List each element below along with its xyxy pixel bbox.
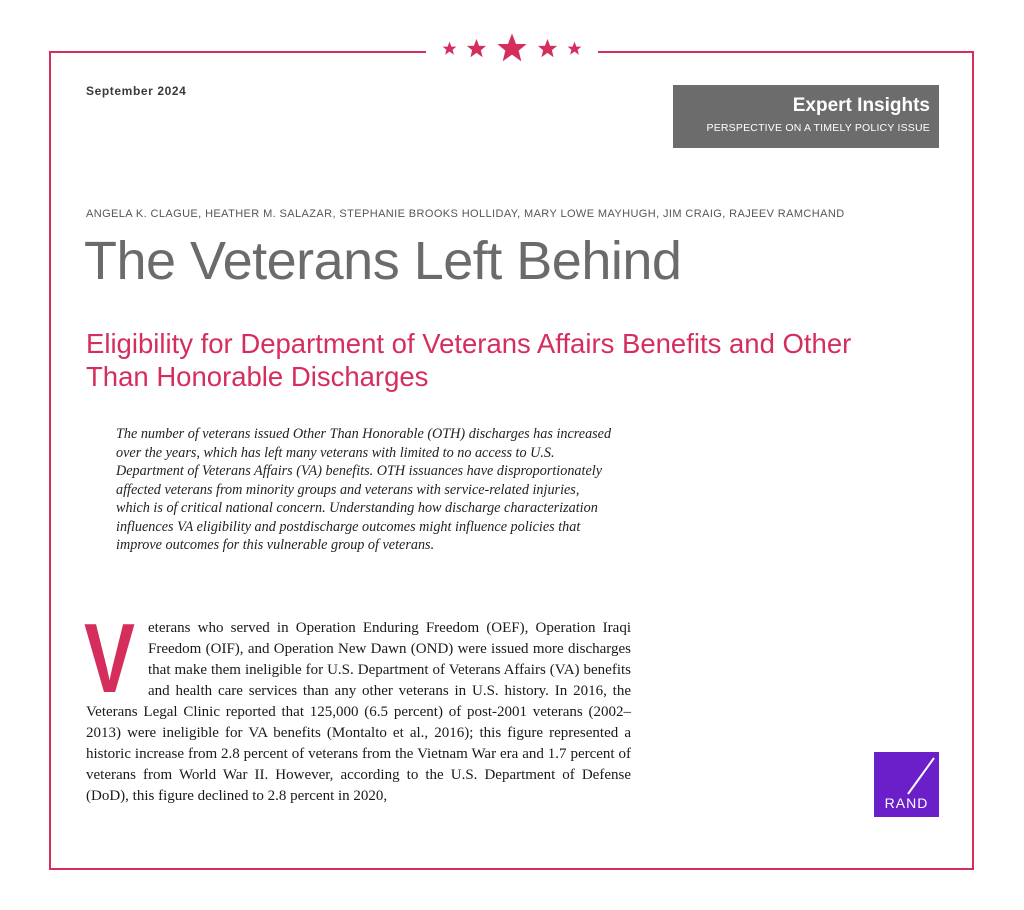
stars-ornament (426, 28, 598, 68)
star-icon (466, 38, 487, 59)
badge-title: Expert Insights (792, 95, 930, 116)
badge-subtitle: PERSPECTIVE ON A TIMELY POLICY ISSUE (706, 122, 930, 134)
page-subtitle: Eligibility for Department of Veterans Affairs Benefits and Other Than Honorable Discharges (86, 328, 852, 392)
page-title: The Veterans Left Behind (84, 231, 682, 291)
star-icon (567, 41, 582, 56)
drop-cap: V (84, 603, 135, 713)
expert-insights-badge (673, 85, 939, 148)
abstract-paragraph: The number of veterans issued Other Than Honorable (OTH) discharges has increased over the years, which has left many veterans with limited to no access to U.S. Department of Veterans Affairs (VA) benefits. OTH issuances have disproportionately affected veterans from minority groups and veterans with service-related injuries, which is of critical national concern. Understanding how discharge characterization influences VA eligibility and postdischarge outcomes might influence policies that improve outcomes for this vulnerable group of veterans. (116, 426, 612, 553)
star-icon (537, 38, 558, 59)
star-icon (442, 41, 457, 56)
body-text: eterans who served in Operation Enduring Freedom (OEF), Operation Iraqi Freedom (OIF), and Operation New Dawn (OND) were issued more discharges that make them ineligible for U.S. Department of Veterans Affairs (VA) benefits and health care services than any other veterans in U.S. history. In 2016, the Veterans Legal Clinic reported that 125,000 (6.5 percent) of post-2001 veterans (2002–2013) were ineligible for VA benefits (Montalto et al., 2016); this figure represented a historic increase from 2.8 percent of veterans from the Vietnam War era and 1.7 percent of veterans from World War II. However, according to the U.S. Department of Defense (DoD), this figure declined to 2.8 percent in 2020, (86, 620, 631, 804)
body-paragraph (84, 603, 631, 807)
authors-line: ANGELA K. CLAGUE, HEATHER M. SALAZAR, STEPHANIE BROOKS HOLLIDAY, MARY LOWE MAYHUGH, JIM CRAIG, RAJEEV RAMCHAND (86, 208, 845, 220)
rand-logo (874, 752, 939, 817)
star-icon (496, 32, 528, 64)
rand-logo-text: RAND (884, 795, 929, 811)
publication-date: September 2024 (86, 84, 187, 98)
